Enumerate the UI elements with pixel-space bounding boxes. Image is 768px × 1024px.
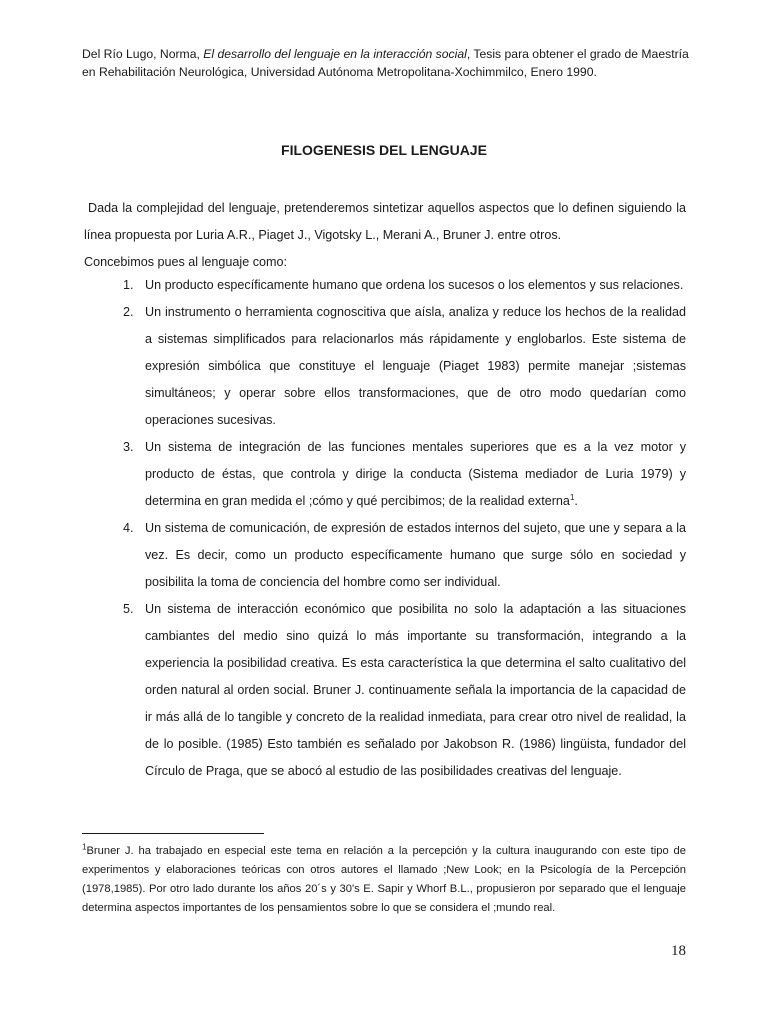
citation-details: , Tesis para obtener el grado de Maestría en Rehabilitación Neurológica, Universidad Autónoma Metropolitana-Xochimmilco, Enero 1990. <box>82 47 689 79</box>
list-item-text: Un sistema de interacción económico que posibilita no solo la adaptación a las situaciones cambiantes del medio sino quizá lo más importante su transformación, integrando a la experiencia la posibilidad creativa. Es esta característica la que determina el salto cualitativo del orden natural al orden social. Bruner J. continuamente señala la importancia de la capacidad de ir más allá de lo tangible y concreto de la realidad inmediata, para crear otro nivel de realidad, la de lo posible. (1985) Esto también es señalado por Jakobson R. (1986) lingüista, fundador del Círculo de Praga, que se abocó al estudio de las posibilidades creativas del lenguaje. <box>145 602 686 778</box>
list-item-text: Un sistema de comunicación, de expresión de estados internos del sujeto, que une y separa a la vez. Es decir, como un producto específicamente humano que surge sólo en sociedad y posibilita la toma de conciencia del hombre como ser individual. <box>145 521 686 589</box>
citation-header <box>82 45 702 81</box>
definition-list <box>84 272 686 785</box>
footnote <box>82 842 686 918</box>
list-item <box>84 299 686 434</box>
footnote-text: Bruner J. ha trabajado en especial este tema en relación a la percepción y la cultura inaugurando con este tipo de experimentos y elaboraciones teóricas con otros autores el llamado ;New Look; en la Psicología de la Percepción (1978,1985). Por otro lado durante los años 20´s y 30's E. Sapir y Whorf B.L., propusieron por separado que el lenguaje determina aspectos importantes de los pensamientos sobre lo que se considera el ;mundo real. <box>82 845 686 914</box>
page-title: FILOGENESIS DEL LENGUAJE <box>281 142 487 158</box>
list-item-number: 1. <box>123 278 134 292</box>
page-number: 18 <box>671 943 686 959</box>
list-item <box>84 596 686 785</box>
list-item-text: Un instrumento o herramienta cognoscitiva que aísla, analiza y reduce los hechos de la realidad a sistemas simplificados para relacionarlos más rápidamente y englobarlos. Este sistema de expresión simbólica que constituye el lenguaje (Piaget 1983) permite manejar ;sistemas simultáneos; y operar sobre ellos transformaciones, que de otro modo quedarían como operaciones sucesivas. <box>145 305 686 427</box>
footnote-marker: 1 <box>82 842 87 852</box>
footnote-reference[interactable]: 1 <box>569 492 575 502</box>
list-item-number: 2. <box>123 305 134 319</box>
citation-author: Del Río Lugo, Norma, <box>82 47 204 61</box>
intro-paragraph <box>84 195 686 276</box>
list-item <box>84 434 686 515</box>
list-item-text: Un producto específicamente humano que ordena los sucesos o los elementos y sus relaciones. <box>145 278 684 292</box>
list-item <box>84 272 686 299</box>
footnote-separator <box>82 833 264 834</box>
list-item-number: 3. <box>123 440 134 454</box>
citation-work-title: El desarrollo del lenguaje en la interacción social <box>203 47 467 61</box>
list-item-period: . <box>574 494 578 508</box>
list-item-number: 4. <box>123 521 134 535</box>
intro-lead: Concebimos pues al lenguaje como: <box>84 255 288 269</box>
list-item-text <box>145 434 686 515</box>
list-item-number: 5. <box>123 602 134 616</box>
list-item <box>84 515 686 596</box>
list-item-body: Un sistema de integración de las funciones mentales superiores que es a la vez motor y producto de éstas, que controla y dirige la conducta (Sistema mediador de Luria 1979) y determina en gran medida el ;cómo y qué percibimos; de la realidad externa <box>145 440 686 508</box>
intro-text: Dada la complejidad del lenguaje, pretenderemos sintetizar aquellos aspectos que lo definen siguiendo la línea propuesta por Luria A.R., Piaget J., Vigotsky L., Merani A., Bruner J. entre otros. <box>84 201 686 242</box>
